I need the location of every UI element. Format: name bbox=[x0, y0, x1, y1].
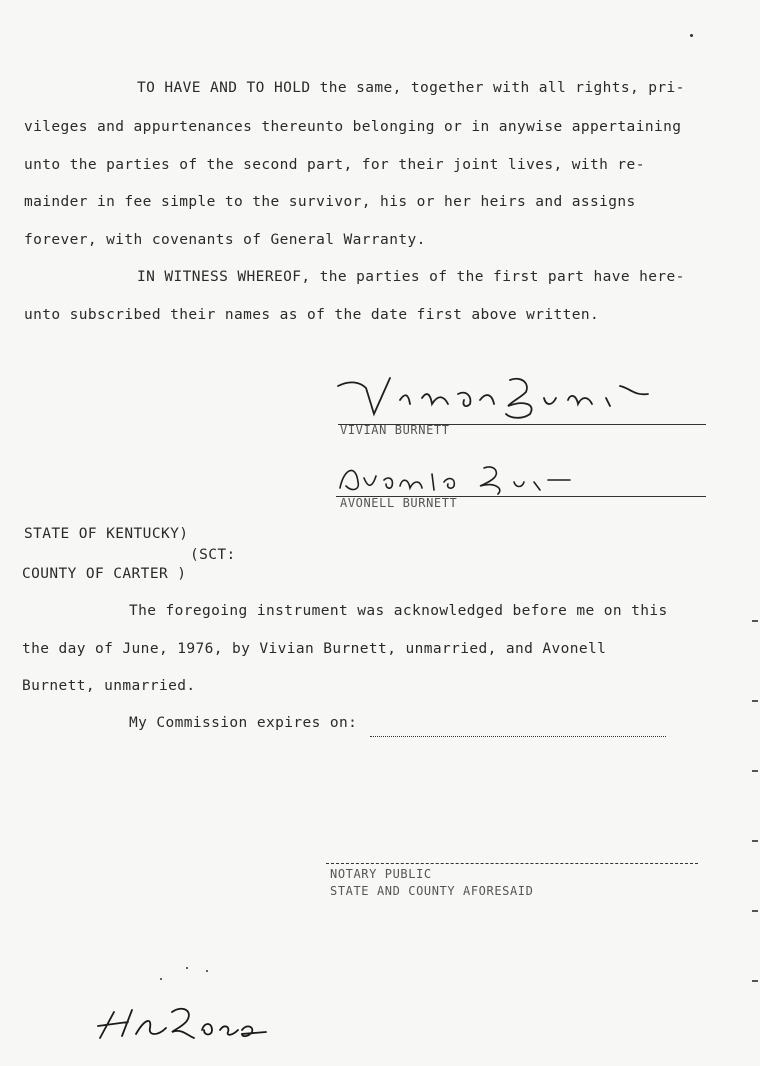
scan-edge-mark bbox=[752, 840, 758, 842]
venue-state: STATE OF KENTUCKY) bbox=[24, 526, 189, 542]
deed-line-3: unto the parties of the second part, for their joint lives, with re- bbox=[24, 157, 645, 173]
notary-title: NOTARY PUBLIC bbox=[330, 867, 432, 881]
acknowledgment-line-3: Burnett, unmarried. bbox=[22, 678, 196, 694]
notary-subtitle: STATE AND COUNTY AFORESAID bbox=[330, 884, 534, 898]
notary-signature-line bbox=[326, 863, 698, 864]
acknowledgment-line-1: The foregoing instrument was acknowledged before me on this bbox=[129, 603, 668, 619]
deed-line-4: mainder in fee simple to the survivor, his or her heirs and assigns bbox=[24, 194, 636, 210]
signer-2-name: AVONELL BURNETT bbox=[340, 496, 458, 510]
venue-sct: (SCT: bbox=[190, 547, 236, 563]
acknowledgment-line-2: the day of June, 1976, by Vivian Burnett, unmarried, and Avonell bbox=[22, 641, 607, 657]
scan-speck bbox=[690, 34, 693, 37]
preparer-signature bbox=[92, 998, 272, 1048]
scan-speck bbox=[160, 978, 162, 980]
scan-speck bbox=[206, 970, 208, 972]
scan-edge-mark bbox=[752, 700, 758, 702]
scan-edge-mark bbox=[752, 980, 758, 982]
witness-line-2: unto subscribed their names as of the date first above written. bbox=[24, 307, 600, 323]
signer-1-name: VIVIAN BURNETT bbox=[340, 423, 450, 437]
deed-line-5: forever, with covenants of General Warranty. bbox=[24, 232, 426, 248]
deed-line-1: TO HAVE AND TO HOLD the same, together with all rights, pri- bbox=[137, 80, 685, 96]
scan-edge-mark bbox=[752, 910, 758, 912]
witness-line-1: IN WITNESS WHEREOF, the parties of the first part have here- bbox=[137, 269, 685, 285]
signature-vivian-burnett bbox=[330, 370, 670, 430]
scan-edge-mark bbox=[752, 770, 758, 772]
commission-date-line bbox=[370, 736, 666, 737]
commission-label: My Commission expires on: bbox=[129, 715, 358, 731]
scan-speck bbox=[186, 967, 188, 969]
deed-line-2: vileges and appurtenances thereunto belonging or in anywise appertaining bbox=[24, 119, 682, 135]
scan-edge-mark bbox=[752, 620, 758, 622]
venue-county: COUNTY OF CARTER ) bbox=[22, 566, 187, 582]
